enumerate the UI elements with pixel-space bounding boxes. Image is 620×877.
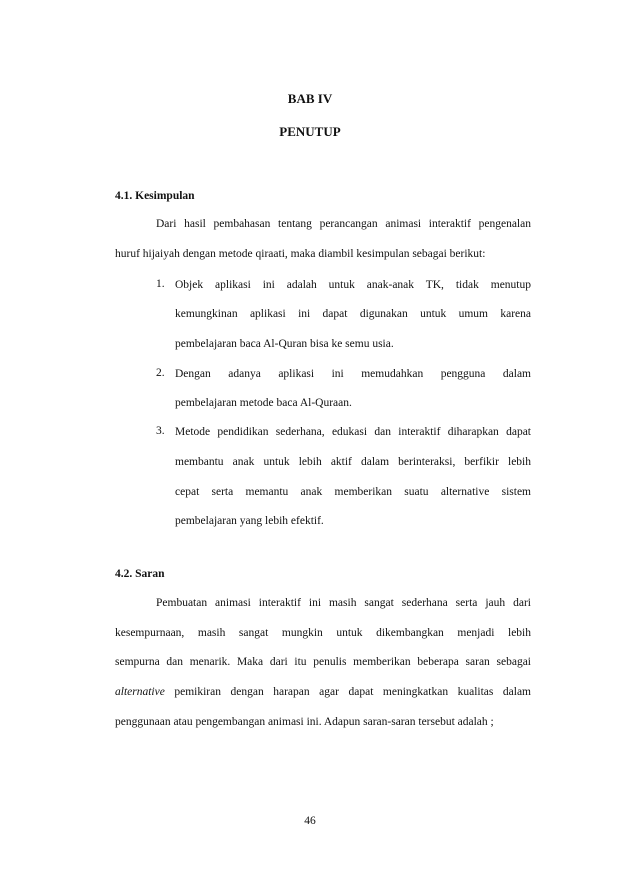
- paragraph-line-rest: pemikiran dengan harapan agar dapat meningkatkan kualitas dalam: [164, 686, 531, 698]
- list-item-number: 1.: [156, 278, 165, 290]
- list-item-line: pembelajaran yang lebih efektif.: [175, 515, 324, 527]
- paragraph-line: Pembuatan animasi interaktif ini masih sangat sederhana serta jauh dari: [156, 597, 531, 609]
- list-item-line: Dengan adanya aplikasi ini memudahkan pengguna dalam: [175, 368, 531, 380]
- paragraph-line: penggunaan atau pengembangan animasi ini. Adapun saran-saran tersebut adalah ;: [115, 716, 494, 728]
- list-item-line: cepat serta memantu anak memberikan suatu alternative sistem: [175, 486, 531, 498]
- chapter-title: BAB IV: [287, 91, 333, 106]
- list-item-line: kemungkinan aplikasi ini dapat digunakan untuk umum karena: [175, 308, 531, 320]
- paragraph-line: Dari hasil pembahasan tentang perancangan animasi interaktif pengenalan: [156, 218, 531, 230]
- paragraph-line: kesempurnaan, masih sangat mungkin untuk dikembangkan menjadi lebih: [115, 627, 531, 639]
- chapter-subtitle: PENUTUP: [279, 124, 341, 139]
- paragraph-line: huruf hijaiyah dengan metode qiraati, maka diambil kesimpulan sebagai berikut:: [115, 248, 486, 260]
- section-heading-saran: 4.2. Saran: [115, 568, 165, 580]
- list-item-line: pembelajaran metode baca Al-Quraan.: [175, 397, 352, 409]
- list-item-number: 2.: [156, 367, 165, 379]
- page-number: 46: [304, 815, 316, 827]
- list-item-number: 3.: [156, 425, 165, 437]
- list-item-line: pembelajaran baca Al-Quran bisa ke semu usia.: [175, 338, 394, 350]
- section-heading-kesimpulan: 4.1. Kesimpulan: [115, 190, 195, 202]
- list-item-line: membantu anak untuk lebih aktif dalam berinteraksi, berfikir lebih: [175, 456, 531, 468]
- paragraph-line: sempurna dan menarik. Maka dari itu penulis memberikan beberapa saran sebagai: [115, 656, 531, 668]
- italic-term: alternative: [115, 686, 165, 698]
- list-item-line: Objek aplikasi ini adalah untuk anak-anak TK, tidak menutup: [175, 279, 531, 291]
- list-item-line: Metode pendidikan sederhana, edukasi dan interaktif diharapkan dapat: [175, 426, 531, 438]
- paragraph-line-with-italic: [115, 685, 531, 700]
